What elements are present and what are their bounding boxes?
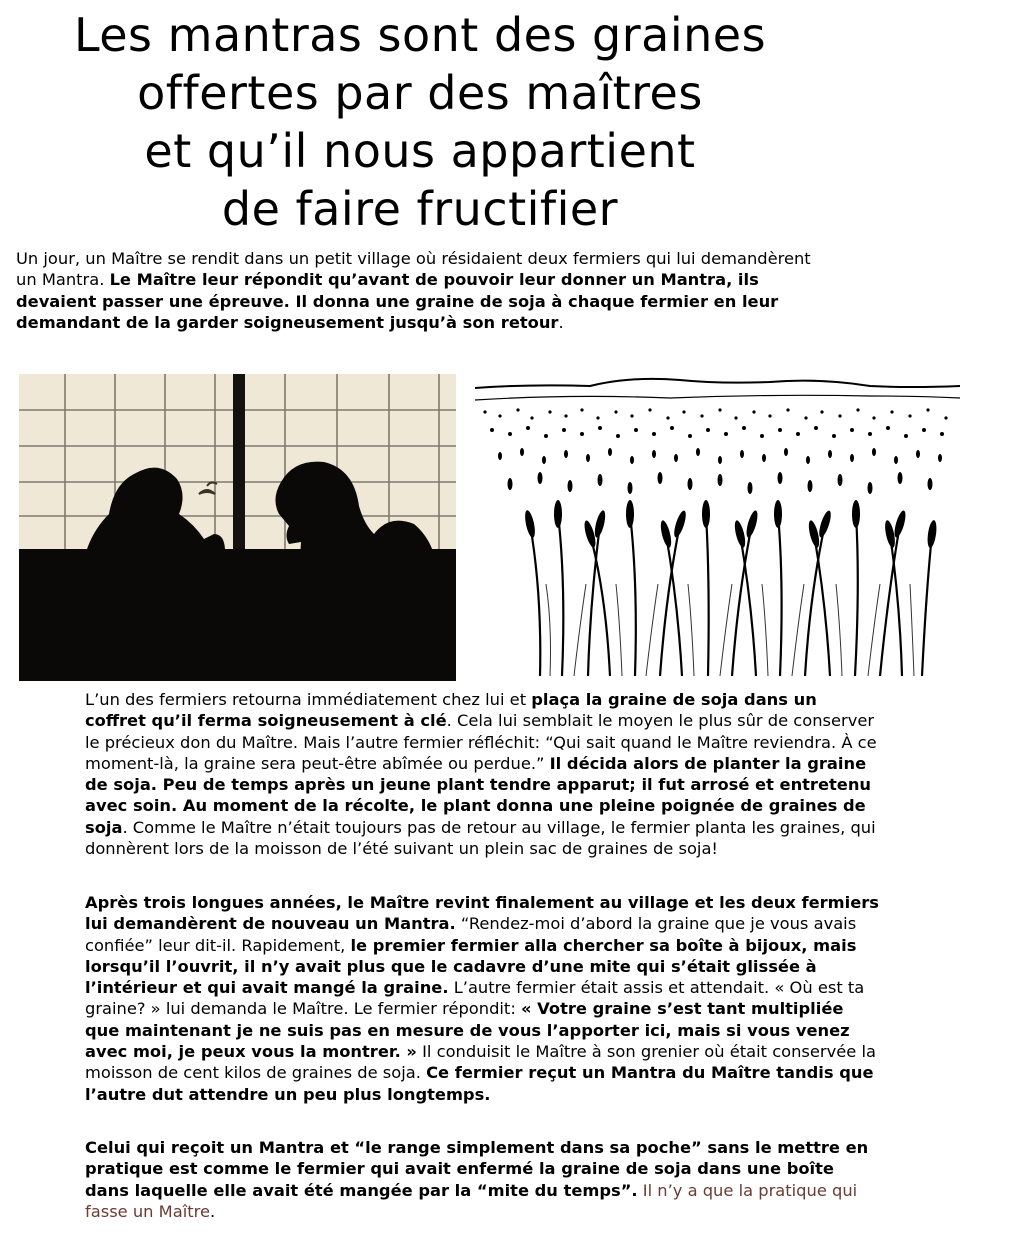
paragraph-2 (85, 892, 880, 1105)
paragraph-1 (85, 689, 880, 859)
intro-end: . (558, 312, 564, 332)
para1-bold-2: Il décida alors de planter la graine de soja. Peu de temps après un jeune plant tendre apparut; il fut arrosé et entretenu avec soin. Au moment de la récolte, le plant donna une pleine poignée de graines de soja (85, 753, 872, 837)
wheat-field-drawing (470, 374, 962, 676)
title-line-4: de faire fructifier (221, 182, 619, 236)
intro-bold: Le Maître leur répondit qu’avant de pouvoir leur donner un Mantra, ils devaient passer une épreuve. Il donna une graine de soja à chaque fermier en leur demandant de la garder soigneusement jusqu’à son retour (16, 270, 779, 332)
para2-bold-4: Ce fermier reçut un Mantra du Maître tandis que l’autre dut attendre un peu plus longtemps. (85, 1063, 874, 1104)
silhouette-photo (19, 374, 456, 681)
para2-text-2: L’autre fermier était assis et attendait. « Où est ta graine? » lui demanda le Maître. Le fermier répondit: (85, 978, 865, 1019)
para1-bold-1: plaça la graine de soja dans un coffret qu’il ferma soigneusement à clé (85, 690, 817, 731)
para3-bold-1: Celui qui reçoit un Mantra et “le range simplement dans sa poche” sans le mettre en pratique est comme le fermier qui avait enfermé la graine de soja dans une boîte dans laquelle elle avait été mangée par la “mite du temps”. (85, 1138, 869, 1200)
wheat-field-svg (470, 374, 962, 676)
para2-text-3: Il conduisit le Maître à son grenier où était conservée la moisson de cent kilos de graines de soja. (85, 1042, 876, 1083)
para3-text-1: Il n’y a que la pratique qui fasse un Maître (85, 1180, 858, 1221)
title-line-3: et qu’il nous appartient (144, 124, 696, 178)
paragraph-3 (85, 1137, 880, 1222)
para2-text-1: “Rendez-moi d’abord la graine que je vous avais confiée” leur dit-il. Rapidement, (85, 914, 857, 955)
para1-text-2: . Cela lui semblait le moyen le plus sûr de conserver le précieux don du Maître. Mais l’autre fermier réfléchit: “Qui sait quand le Maître reviendra. À ce moment-là, la graine sera peut-être abîmée ou perdue.” (85, 711, 877, 773)
para1-text-3: . Comme le Maître n’était toujours pas de retour au village, le fermier planta les graines, qui donnèrent lors de la moisson de l’été suivant un plein sac de graines de soja! (85, 817, 876, 859)
para2-bold-3: « Votre graine s’est tant multipliée que maintenant je ne suis pas en mesure de vous l’apporter ici, mais si vous venez avec moi, je peux vous la montrer. » (85, 999, 850, 1062)
para2-bold-1: Après trois longues années, le Maître revint finalement au village et les deux fermiers lui demandèrent de nouveau un Mantra. (85, 893, 879, 934)
intro-text: Un jour, un Maître se rendit dans un petit village où résidaient deux fermiers qui lui demandèrent un Mantra. (16, 249, 811, 290)
page-title (0, 6, 840, 238)
para3-end: . (209, 1201, 216, 1221)
title-line-2: offertes par des maîtres (137, 66, 703, 120)
para2-bold-2: le premier fermier alla chercher sa boîte à bijoux, mais lorsqu’il l’ouvrit, il n’y avait plus que le cadavre d’une mite qui s’était glissée à l’intérieur et qui avait mangé la graine. (85, 935, 857, 998)
para1-text-1: L’un des fermiers retourna immédiatement chez lui et (85, 690, 532, 709)
intro-paragraph (16, 248, 816, 333)
title-line-1: Les mantras sont des graines (73, 8, 767, 62)
silhouette-photo-svg (19, 374, 456, 681)
